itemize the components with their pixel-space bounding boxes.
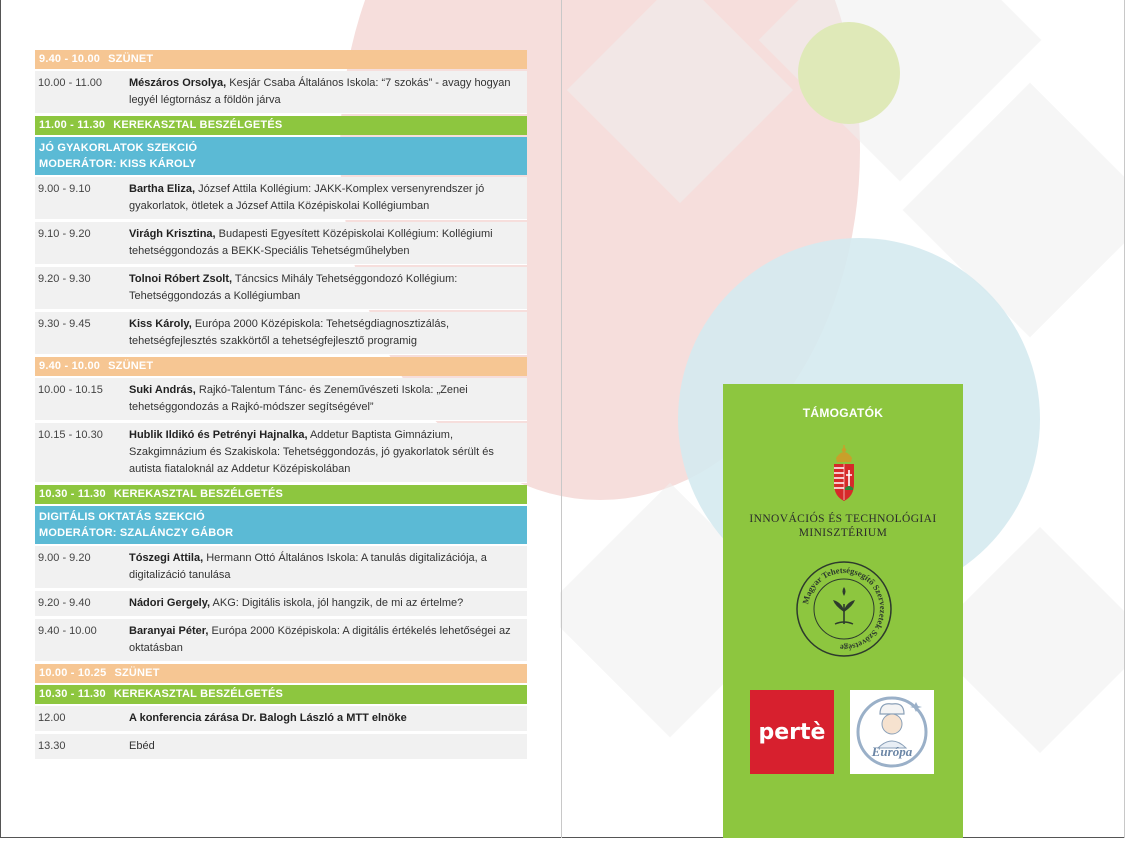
bar-time: 9.40 - 10.00 xyxy=(39,53,101,65)
ministry-name xyxy=(723,512,963,540)
ministry-line-2: MINISZTÉRIUM xyxy=(798,527,888,539)
bar-time: 9.40 - 10.00 xyxy=(39,360,101,372)
section-title: DIGITÁLIS OKTATÁS SZEKCIÓ xyxy=(39,511,205,523)
section-header xyxy=(35,506,527,544)
talk-description: Európa 2000 Középiskola: Tehetségdiagnosztizálás, tehetségfejlesztés szakkörtől a tehetségfejlesztő programig xyxy=(129,318,450,347)
ministry-line-1: INNOVÁCIÓS ÉS TECHNOLÓGIAI xyxy=(749,513,937,525)
row-text xyxy=(129,710,519,727)
talk-description: Európa 2000 Középiskola: A digitális értékelés lehetőségei az oktatásban xyxy=(129,625,511,654)
roundtable-bar xyxy=(35,685,527,704)
schedule-row xyxy=(35,378,527,421)
roundtable-bar xyxy=(35,485,527,504)
row-time: 9.30 - 9.45 xyxy=(38,318,91,330)
europa-logo xyxy=(850,690,934,774)
bar-label: KEREKASZTAL BESZÉLGETÉS xyxy=(113,488,284,500)
row-text xyxy=(129,595,519,612)
schedule-row xyxy=(35,706,527,732)
break-bar xyxy=(35,664,527,683)
speaker-name: Kiss Károly, xyxy=(129,318,192,330)
fold-line xyxy=(561,0,562,838)
schedule-row xyxy=(35,546,527,589)
bar-label: KEREKASZTAL BESZÉLGETÉS xyxy=(113,119,283,131)
row-time: 9.40 - 10.00 xyxy=(38,625,97,637)
section-moderator: MODERÁTOR: KISS KÁROLY xyxy=(39,158,197,170)
seal-text: Magyar Tehetségsegítő Szervezetek Szövetsége xyxy=(800,564,889,654)
speaker-name: Bartha Eliza, xyxy=(129,183,196,195)
row-time: 9.20 - 9.40 xyxy=(38,597,91,609)
talk-description: Budapesti Egyesített Középiskolai Kollégium: Kollégiumi tehetséggondozás a BEKK-Speciális Tehetségműhelyben xyxy=(129,228,493,257)
speaker-name: Suki András, xyxy=(129,384,196,396)
speaker-name: Tószegi Attila, xyxy=(129,552,204,564)
talk-description: József Attila Kollégium: JAKK-Komplex versenyrendszer jó gyakorlatok, ötletek a József Attila Középiskolai Kollégiumban xyxy=(129,183,485,212)
row-text xyxy=(129,550,519,584)
break-bar xyxy=(35,50,527,69)
schedule-row xyxy=(35,312,527,355)
row-text xyxy=(129,181,519,215)
talk-description: Hermann Ottó Általános Iskola: A tanulás digitalizációja, a digitalizáció tanulása xyxy=(129,552,487,581)
speaker-name: Mészáros Orsolya, xyxy=(129,77,227,89)
section-header xyxy=(35,137,527,175)
talk-description: Rajkó-Talentum Tánc- és Zeneművészeti Iskola: „Zenei tehetséggondozás a Rajkó-módszer segítségével” xyxy=(129,384,468,413)
bar-label: SZÜNET xyxy=(108,360,154,372)
row-text xyxy=(129,75,519,109)
row-text xyxy=(129,427,519,478)
speaker-name: Virágh Krisztina, xyxy=(129,228,216,240)
europa-chef-icon xyxy=(850,690,934,774)
row-time: 10.00 - 11.00 xyxy=(38,77,103,89)
bar-label: SZÜNET xyxy=(108,53,154,65)
talk-description: Addetur Baptista Gimnázium, Szakgimnázium és Szakiskola: Tehetséggondozás, jó gyakorlatok sérült és autista fiataloknál az Addetur Középiskolában xyxy=(129,429,494,475)
schedule-row xyxy=(35,267,527,310)
talk-description: Ebéd xyxy=(129,740,155,752)
perte-logo xyxy=(750,690,834,774)
speaker-name: Tolnoi Róbert Zsolt, xyxy=(129,273,233,285)
row-text xyxy=(129,316,519,350)
green-circle-decoration xyxy=(798,22,900,124)
bar-label: KEREKASZTAL BESZÉLGETÉS xyxy=(113,688,284,700)
bar-time: 11.00 - 11.30 xyxy=(39,119,106,131)
row-time: 9.10 - 9.20 xyxy=(38,228,91,240)
break-bar xyxy=(35,357,527,376)
speaker-name: Hublik Ildikó és Petrényi Hajnalka, xyxy=(129,429,308,441)
row-text xyxy=(129,226,519,260)
row-text xyxy=(129,738,519,755)
schedule-row xyxy=(35,71,527,114)
row-time: 10.15 - 10.30 xyxy=(38,429,103,441)
schedule-row xyxy=(35,177,527,220)
talk-description: Kesjár Csaba Általános Iskola: “7 szokás” - avagy hogyan legyél légtornász a földön járva xyxy=(129,77,511,106)
row-text xyxy=(129,623,519,657)
bar-time: 10.30 - 11.30 xyxy=(39,488,106,500)
europa-logo-text: Európa xyxy=(871,744,913,759)
speaker-name: Nádori Gergely, xyxy=(129,597,211,609)
talk-description: AKG: Digitális iskola, jól hangzik, de mi az értelme? xyxy=(210,597,464,609)
row-time: 10.00 - 10.15 xyxy=(38,384,103,396)
schedule-row xyxy=(35,619,527,662)
talk-description: A konferencia zárása Dr. Balogh László a MTT elnöke xyxy=(129,712,407,724)
schedule-row xyxy=(35,591,527,617)
schedule-row xyxy=(35,423,527,483)
row-text xyxy=(129,271,519,305)
mtt-seal-logo xyxy=(795,560,893,658)
schedule-row xyxy=(35,734,527,760)
section-title: JÓ GYAKORLATOK SZEKCIÓ xyxy=(39,142,198,154)
row-time: 13.30 xyxy=(38,740,66,752)
row-time: 12.00 xyxy=(38,712,66,724)
bar-label: SZÜNET xyxy=(114,667,160,679)
bar-time: 10.30 - 11.30 xyxy=(39,688,106,700)
bar-time: 10.00 - 10.25 xyxy=(39,667,107,679)
talk-description: Táncsics Mihály Tehetséggondozó Kollégium: Tehetséggondozás a Kollégiumban xyxy=(129,273,458,302)
row-text xyxy=(129,382,519,416)
schedule-row xyxy=(35,222,527,265)
hungarian-coat-of-arms-icon xyxy=(829,444,859,504)
program-schedule xyxy=(35,50,527,762)
row-time: 9.00 - 9.20 xyxy=(38,552,91,564)
sponsors-panel xyxy=(723,384,963,838)
section-moderator: MODERÁTOR: SZALÁNCZY GÁBOR xyxy=(39,527,234,539)
row-time: 9.20 - 9.30 xyxy=(38,273,91,285)
perte-logo-text: pertè xyxy=(758,720,826,745)
sponsors-title: TÁMOGATÓK xyxy=(802,406,884,420)
speaker-name: Baranyai Péter, xyxy=(129,625,209,637)
roundtable-bar xyxy=(35,116,527,135)
row-time: 9.00 - 9.10 xyxy=(38,183,91,195)
